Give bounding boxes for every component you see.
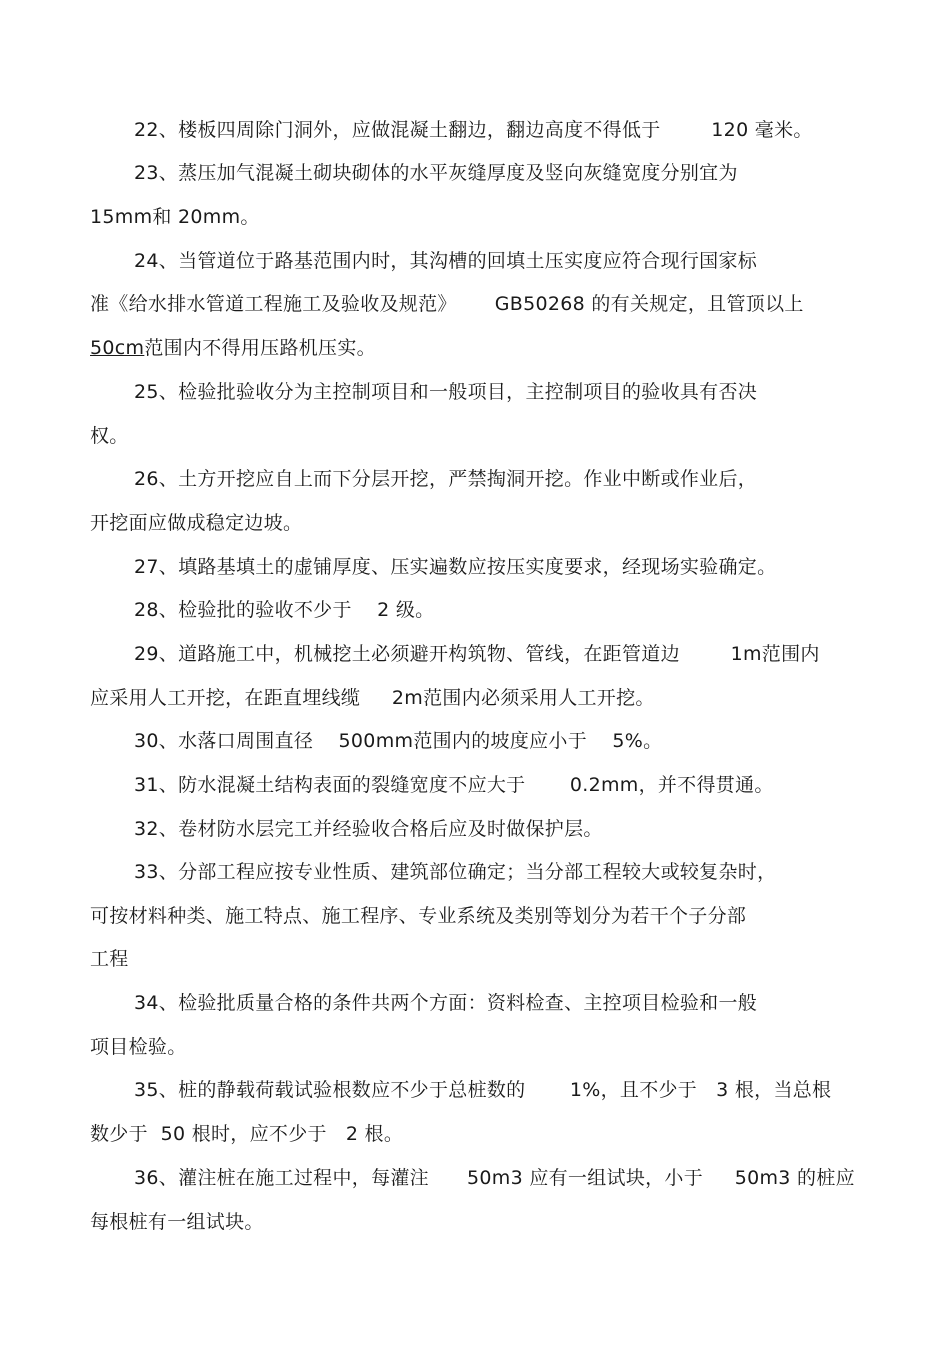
item-28-line-1: 28、检验批的验收不少于 2 级。 (134, 599, 435, 621)
item-32-line-1: 32、卷材防水层完工并经验收合格后应及时做保护层。 (134, 818, 603, 840)
item-35-line-1: 35、桩的静载荷载试验根数应不少于总桩数的 1%，且不少于 3 根，当总根 (134, 1079, 832, 1101)
item-36-line-1: 36、灌注桩在施工过程中，每灌注 50m3 应有一组试块，小于 50m3 的桩应 (134, 1167, 855, 1189)
item-23-line-1: 23、蒸压加气混凝土砌块砌体的水平灰缝厚度及竖向灰缝宽度分别宜为 (134, 162, 738, 184)
item-24-underlined-value: 50cm (90, 337, 145, 359)
item-29-line-1: 29、道路施工中，机械挖土必须避开构筑物、管线，在距管道边 1m范围内 (134, 643, 820, 665)
item-27-line-1: 27、填路基填土的虚铺厚度、压实遍数应按压实度要求，经现场实验确定。 (134, 556, 777, 578)
item-33-line-2: 可按材料种类、施工特点、施工程序、专业系统及类别等划分为若干个子分部 (90, 905, 747, 927)
item-23-line-2: 15mm和 20mm。 (90, 206, 260, 228)
item-26-line-2: 开挖面应做成稳定边坡。 (90, 512, 303, 534)
item-25-line-2: 权。 (90, 425, 129, 447)
item-24-line-3 (90, 336, 376, 360)
item-30-line-1: 30、水落口周围直径 500mm范围内的坡度应小于 5%。 (134, 730, 663, 752)
item-33-line-1: 33、分部工程应按专业性质、建筑部位确定；当分部工程较大或较复杂时， (134, 861, 777, 883)
item-25-line-1: 25、检验批验收分为主控制项目和一般项目，主控制项目的验收具有否决 (134, 381, 758, 403)
item-34-line-1: 34、检验批质量合格的条件共两个方面：资料检查、主控项目检验和一般 (134, 992, 758, 1014)
item-36-line-2: 每根桩有一组试块。 (90, 1211, 264, 1233)
item-31-line-1: 31、防水混凝土结构表面的裂缝宽度不应大于 0.2mm，并不得贯通。 (134, 774, 774, 796)
item-26-line-1: 26、土方开挖应自上而下分层开挖，严禁掏洞开挖。作业中断或作业后， (134, 468, 758, 490)
item-24-line-2: 准《给水排水管道工程施工及验收及规范》 GB50268 的有关规定，且管顶以上 (90, 293, 804, 315)
item-24-line-3-text: 范围内不得用压路机压实。 (144, 337, 376, 359)
item-22-line-1: 22、楼板四周除门洞外，应做混凝土翻边，翻边高度不得低于 120 毫米。 (134, 119, 813, 141)
item-29-line-2: 应采用人工开挖，在距直埋线缆 2m范围内必须采用人工开挖。 (90, 687, 655, 709)
item-35-line-2: 数少于 50 根时，应不少于 2 根。 (90, 1123, 404, 1145)
item-33-line-3: 工程 (90, 948, 129, 970)
item-24-line-1: 24、当管道位于路基范围内时，其沟槽的回填土压实度应符合现行国家标 (134, 250, 758, 272)
item-34-line-2: 项目检验。 (90, 1036, 187, 1058)
